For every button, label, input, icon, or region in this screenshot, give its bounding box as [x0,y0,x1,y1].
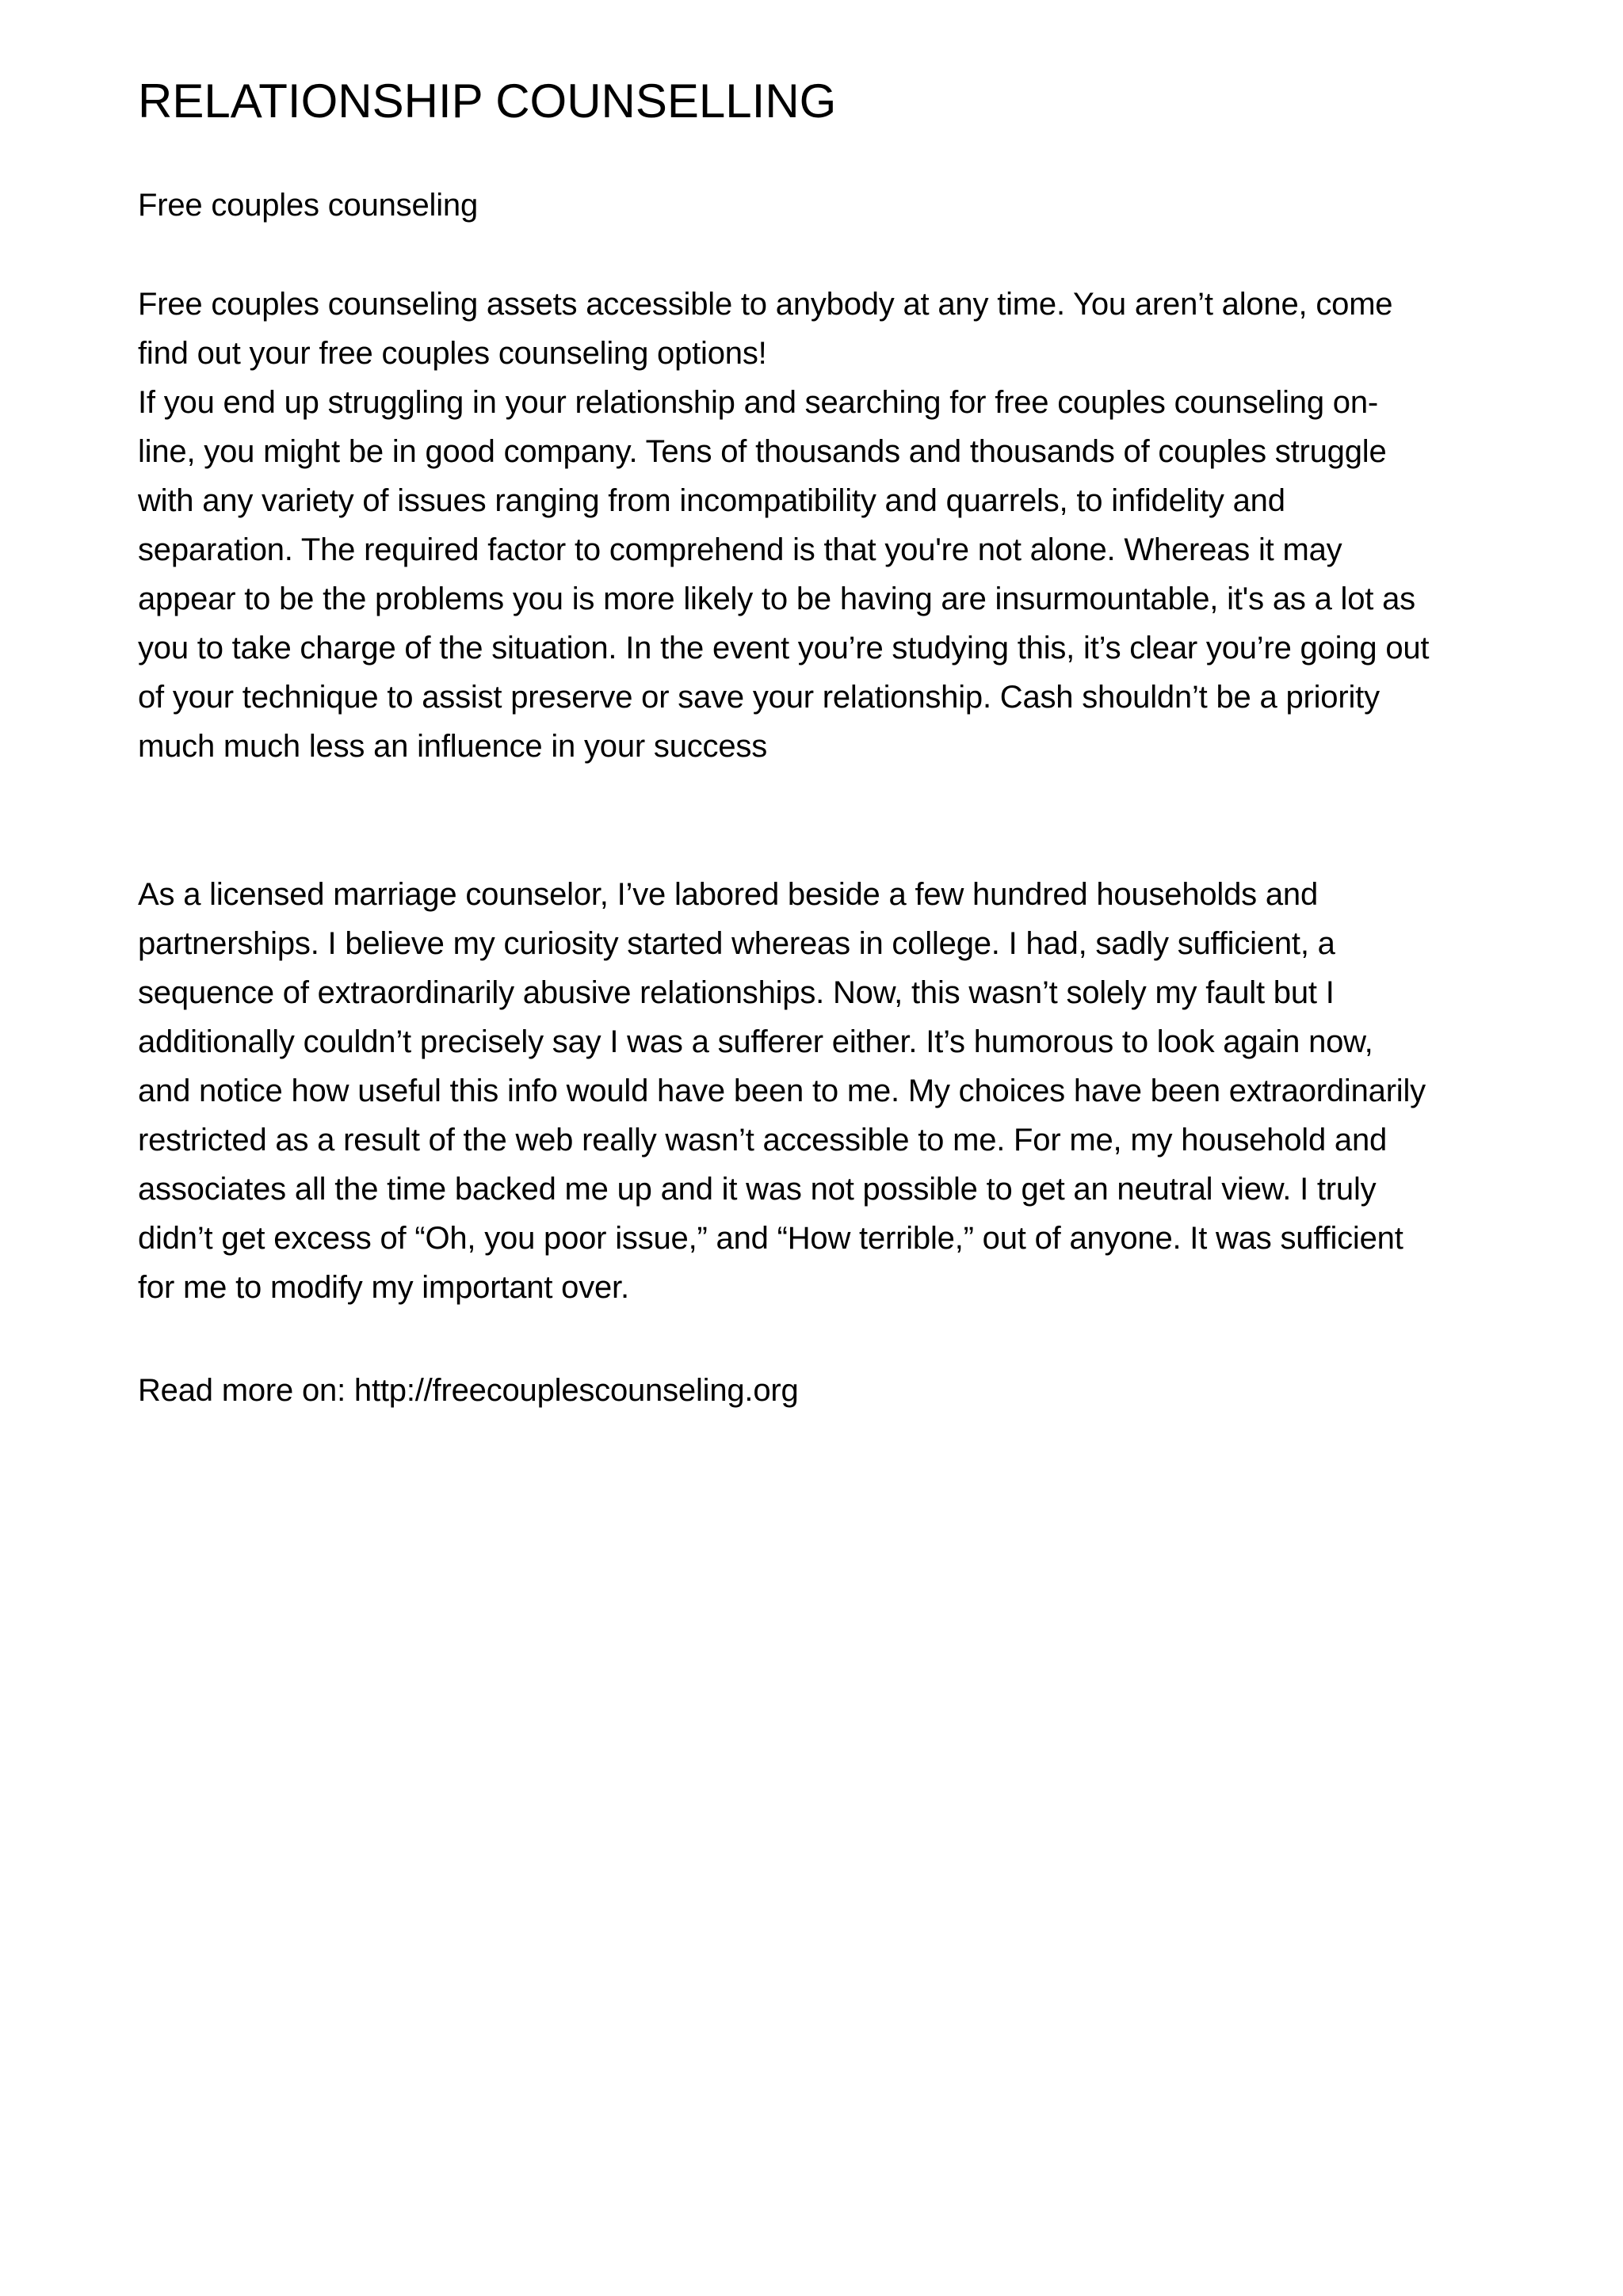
document-title: RELATIONSHIP COUNSELLING [138,74,837,128]
intro-paragraph [138,280,1517,771]
paragraph-line: partnerships. I believe my curiosity started whereas in college. I had, sadly sufficient, a [138,926,1335,961]
paragraph-line: additionally couldn’t precisely say I was a sufferer either. It’s humorous to look again now, [138,1024,1373,1059]
paragraph-line: didn’t get excess of “Oh, you poor issue,” and “How terrible,” out of anyone. It was sufficient [138,1221,1403,1256]
paragraph-line: If you end up struggling in your relationship and searching for free couples counseling on- [138,385,1379,420]
paragraph-line: appear to be the problems you is more likely to be having are insurmountable, it's as a lot as [138,582,1415,616]
document-subtitle: Free couples counseling [138,188,478,223]
paragraph-line: much much less an influence in your success [138,729,767,764]
paragraph-line: you to take charge of the situation. In the event you’re studying this, it’s clear you’re going out [138,631,1430,666]
paragraph-line: line, you might be in good company. Tens of thousands and thousands of couples struggle [138,434,1387,469]
paragraph-line: Free couples counseling assets accessible to anybody at any time. You aren’t alone, come [138,287,1393,322]
paragraph-line: of your technique to assist preserve or save your relationship. Cash shouldn’t be a priority [138,680,1380,715]
counselor-paragraph [138,870,1517,1312]
paragraph-line: restricted as a result of the web really wasn’t accessible to me. For me, my household and [138,1123,1388,1158]
paragraph-line: find out your free couples counseling options! [138,336,767,371]
paragraph-line: for me to modify my important over. [138,1270,629,1305]
paragraph-line: associates all the time backed me up and it was not possible to get an neutral view. I truly [138,1172,1377,1207]
paragraph-line: and notice how useful this info would have been to me. My choices have been extraordinarily [138,1074,1426,1108]
paragraph-line: with any variety of issues ranging from incompatibility and quarrels, to infidelity and [138,483,1285,518]
paragraph-line: separation. The required factor to comprehend is that you're not alone. Whereas it may [138,532,1342,567]
paragraph-line: sequence of extraordinarily abusive relationships. Now, this wasn’t solely my fault but I [138,975,1335,1010]
paragraph-line: As a licensed marriage counselor, I’ve labored beside a few hundred households and [138,877,1319,912]
read-more-link-text: Read more on: http://freecouplescounseling.org [138,1373,799,1408]
